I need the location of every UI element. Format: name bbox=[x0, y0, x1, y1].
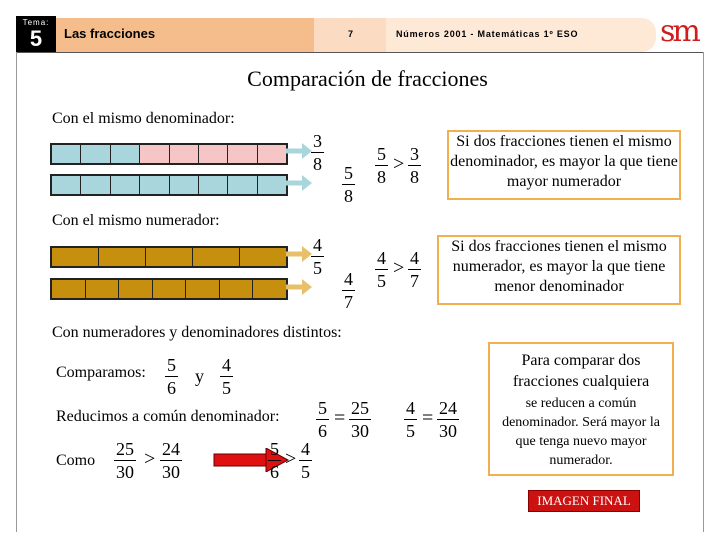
numerator: 24 bbox=[439, 398, 457, 418]
denominator: 6 bbox=[167, 378, 176, 398]
denominator: 8 bbox=[377, 167, 386, 187]
arrow-icon bbox=[284, 276, 314, 298]
result-left-fraction bbox=[375, 145, 388, 186]
bar-part-filled bbox=[52, 248, 99, 266]
bar-part-filled bbox=[119, 280, 153, 298]
bar-part-empty bbox=[258, 145, 286, 163]
bar-part-filled bbox=[81, 176, 110, 194]
reduce-label: Reducimos a común denominador: bbox=[56, 408, 280, 425]
section-same-numerator-heading: Con el mismo numerador: bbox=[52, 212, 220, 229]
final-image-button[interactable]: IMAGEN FINAL bbox=[528, 490, 640, 512]
compare-fraction-b bbox=[220, 356, 233, 397]
denominator: 30 bbox=[351, 421, 369, 441]
bar-part-filled bbox=[111, 145, 140, 163]
chapter-title: Las fracciones bbox=[64, 26, 156, 41]
bar-part-filled bbox=[52, 280, 86, 298]
bar-part-filled bbox=[140, 176, 169, 194]
denominator: 6 bbox=[318, 421, 327, 441]
bar-part-filled bbox=[81, 145, 110, 163]
greater-than-sign: > bbox=[393, 153, 405, 175]
denominator: 6 bbox=[270, 462, 279, 482]
reduce-2-left bbox=[404, 399, 417, 440]
chapter-band bbox=[56, 18, 314, 52]
numerator: 4 bbox=[301, 439, 310, 459]
denominator: 30 bbox=[116, 462, 134, 482]
numerator: 5 bbox=[270, 439, 279, 459]
equals-sign: = bbox=[334, 407, 346, 429]
left-border bbox=[16, 52, 17, 532]
arrow-icon bbox=[284, 243, 314, 265]
reduce-1-right bbox=[349, 399, 371, 440]
denominator: 8 bbox=[410, 167, 419, 187]
numerator: 4 bbox=[222, 355, 231, 375]
publisher-logo bbox=[660, 16, 704, 52]
bar-part-filled bbox=[170, 176, 199, 194]
logo-text: sm bbox=[660, 14, 698, 49]
general-rule-title: Para comparar dos fracciones cualquiera bbox=[512, 352, 650, 390]
section-different-heading: Con numeradores y denominadores distintos: bbox=[52, 324, 342, 341]
greater-than-sign: > bbox=[144, 448, 156, 470]
bar-part-empty bbox=[170, 145, 199, 163]
conclusion-left-fraction bbox=[268, 440, 281, 481]
greater-than-sign: > bbox=[393, 257, 405, 279]
numerator: 3 bbox=[410, 144, 419, 164]
compare-join: y bbox=[195, 366, 204, 386]
numerator: 24 bbox=[162, 439, 180, 459]
numerator: 4 bbox=[406, 398, 415, 418]
topic-badge bbox=[16, 16, 56, 52]
page-band bbox=[314, 18, 386, 52]
rule-box-same-denominator: Si dos fracciones tienen el mismo denominador, es mayor la que tiene mayor numerador bbox=[447, 130, 681, 200]
numerator: 4 bbox=[410, 248, 419, 268]
topic-number: 5 bbox=[29, 26, 43, 51]
numerator: 5 bbox=[344, 163, 353, 183]
rule-box-general bbox=[488, 342, 674, 476]
numerator: 5 bbox=[318, 398, 327, 418]
book-title: Números 2001 - Matemáticas 1º ESO bbox=[396, 29, 579, 39]
reduce-1-left bbox=[316, 399, 329, 440]
reduce-2-right bbox=[437, 399, 459, 440]
bar-part-empty bbox=[258, 176, 286, 194]
bar-part-filled bbox=[99, 248, 146, 266]
page-number: 7 bbox=[348, 29, 354, 39]
denominator: 5 bbox=[313, 258, 322, 278]
bar-part-empty bbox=[253, 280, 286, 298]
compare-fraction-a bbox=[165, 356, 178, 397]
as-label: Como bbox=[56, 452, 96, 469]
result-right-fraction bbox=[408, 249, 421, 290]
book-band bbox=[386, 18, 656, 52]
bar-part-filled bbox=[52, 145, 81, 163]
denominator: 30 bbox=[439, 421, 457, 441]
bar-part-empty bbox=[186, 280, 220, 298]
fraction-bar-4-7 bbox=[50, 278, 288, 300]
header bbox=[0, 0, 720, 54]
fraction-3-8 bbox=[311, 132, 324, 173]
section-same-denominator-heading: Con el mismo denominador: bbox=[52, 110, 235, 127]
bar-part-empty bbox=[140, 145, 169, 163]
denominator: 5 bbox=[406, 421, 415, 441]
greater-than-sign: > bbox=[285, 448, 297, 470]
equals-sign: = bbox=[422, 407, 434, 429]
bar-part-filled bbox=[153, 280, 187, 298]
fraction-bar-5-8 bbox=[50, 174, 288, 196]
fraction-bar-3-8 bbox=[50, 143, 288, 165]
result-left-fraction bbox=[375, 249, 388, 290]
arrow-icon bbox=[284, 172, 314, 194]
bar-part-empty bbox=[220, 280, 254, 298]
denominator: 5 bbox=[301, 462, 310, 482]
rule-box-same-numerator: Si dos fracciones tienen el mismo numerador, es mayor la que tiene menor denominador bbox=[437, 235, 681, 305]
numerator: 3 bbox=[313, 131, 322, 151]
compare-label: Comparamos: bbox=[56, 364, 146, 381]
as-right-fraction bbox=[160, 440, 182, 481]
bar-part-filled bbox=[111, 176, 140, 194]
denominator: 30 bbox=[162, 462, 180, 482]
denominator: 8 bbox=[313, 154, 322, 174]
bar-part-empty bbox=[240, 248, 286, 266]
denominator: 7 bbox=[344, 292, 353, 312]
numerator: 4 bbox=[377, 248, 386, 268]
bar-part-empty bbox=[199, 145, 228, 163]
bar-part-empty bbox=[228, 176, 257, 194]
denominator: 5 bbox=[222, 378, 231, 398]
numerator: 25 bbox=[351, 398, 369, 418]
denominator: 8 bbox=[344, 186, 353, 206]
bar-part-empty bbox=[228, 145, 257, 163]
arrow-icon bbox=[284, 140, 314, 162]
numerator: 5 bbox=[167, 355, 176, 375]
fraction-4-5 bbox=[311, 236, 324, 277]
fraction-4-7 bbox=[342, 270, 355, 311]
bar-part-filled bbox=[86, 280, 120, 298]
bar-part-empty bbox=[199, 176, 228, 194]
fraction-5-8 bbox=[342, 164, 355, 205]
numerator: 25 bbox=[116, 439, 134, 459]
page-title: Comparación de fracciones bbox=[247, 66, 488, 91]
numerator: 5 bbox=[377, 144, 386, 164]
numerator: 4 bbox=[313, 235, 322, 255]
topic-label: Tema: bbox=[22, 18, 50, 27]
header-rule bbox=[16, 52, 704, 53]
denominator: 5 bbox=[377, 271, 386, 291]
result-right-fraction bbox=[408, 145, 421, 186]
bar-part-filled bbox=[193, 248, 240, 266]
numerator: 4 bbox=[344, 269, 353, 289]
conclusion-right-fraction bbox=[299, 440, 312, 481]
bar-part-filled bbox=[52, 176, 81, 194]
right-border bbox=[703, 52, 704, 532]
bar-part-filled bbox=[146, 248, 193, 266]
fraction-bar-4-5 bbox=[50, 246, 288, 268]
as-left-fraction bbox=[114, 440, 136, 481]
general-rule-body: se reducen a común denominador. Será mayor la que tenga nuevo mayor numerador. bbox=[502, 396, 660, 468]
denominator: 7 bbox=[410, 271, 419, 291]
